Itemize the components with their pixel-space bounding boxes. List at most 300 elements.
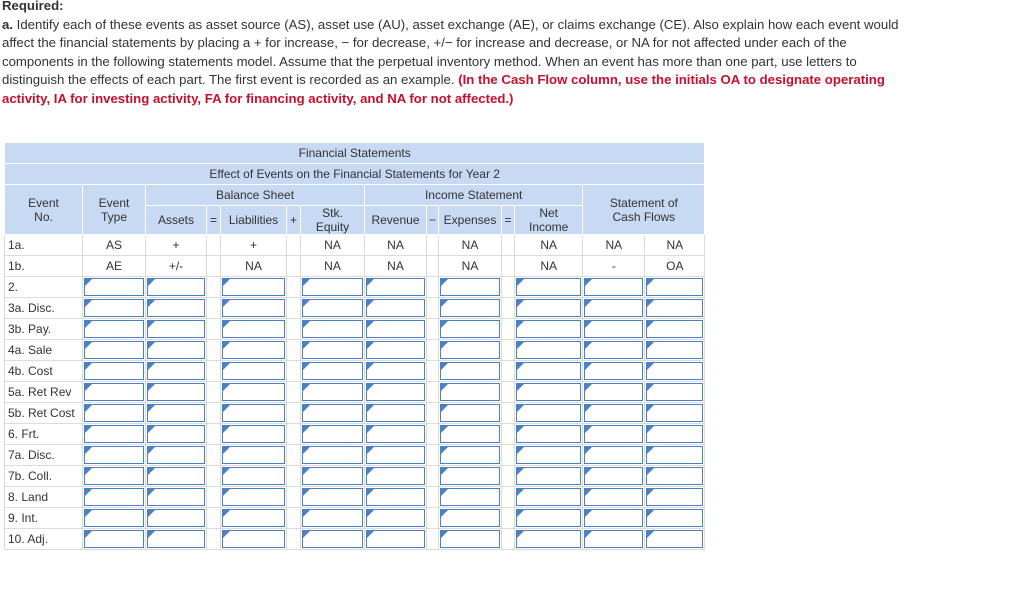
dropdown-input-box[interactable] <box>222 278 285 296</box>
event-label: 3b. Pay. <box>5 319 83 340</box>
dropdown-input-box[interactable] <box>516 404 581 422</box>
expenses-input[interactable] <box>439 466 502 487</box>
dropdown-input-box[interactable] <box>516 488 581 506</box>
dropdown-input-box[interactable] <box>440 425 500 443</box>
input-row <box>5 340 705 361</box>
revenue-input[interactable] <box>365 445 427 466</box>
net-income-input[interactable] <box>515 319 583 340</box>
liabilities-input[interactable] <box>221 487 287 508</box>
stk-equity-input[interactable] <box>301 298 365 319</box>
expenses-input[interactable] <box>439 298 502 319</box>
dropdown-input-box[interactable] <box>222 362 285 380</box>
table-title: Financial Statements <box>5 143 705 164</box>
stk-equity-input[interactable] <box>301 529 365 550</box>
cash-flow-amount-input[interactable] <box>583 487 645 508</box>
net-income-input[interactable] <box>515 445 583 466</box>
dropdown-input-box[interactable] <box>366 341 425 359</box>
net-income-input[interactable] <box>515 487 583 508</box>
operator-spacer <box>502 256 515 277</box>
net-income-input[interactable] <box>515 529 583 550</box>
net-income-input[interactable] <box>515 403 583 424</box>
dropdown-input-box[interactable] <box>147 404 205 422</box>
col-liabilities: Liabilities <box>221 206 287 235</box>
dropdown-input-box[interactable] <box>147 530 205 548</box>
col-revenue: Revenue <box>365 206 427 235</box>
net-income-input[interactable] <box>515 466 583 487</box>
operator-spacer <box>427 361 439 382</box>
dropdown-input-box[interactable] <box>222 404 285 422</box>
operator-spacer <box>502 403 515 424</box>
operator-spacer <box>287 277 301 298</box>
dropdown-input-box[interactable] <box>366 278 425 296</box>
stk-equity-input[interactable] <box>301 445 365 466</box>
dropdown-input-box[interactable] <box>646 362 703 380</box>
cell-cash-flow-amount: - <box>583 256 645 277</box>
cash-flow-amount-input[interactable] <box>583 529 645 550</box>
stk-equity-input[interactable] <box>301 508 365 529</box>
dropdown-input-box[interactable] <box>646 530 703 548</box>
cash-flow-amount-input[interactable] <box>583 445 645 466</box>
cash-flow-activity-input[interactable] <box>645 529 705 550</box>
liabilities-input[interactable] <box>221 466 287 487</box>
dropdown-input-box[interactable] <box>440 488 500 506</box>
liabilities-input[interactable] <box>221 508 287 529</box>
assets-input[interactable] <box>146 403 207 424</box>
dropdown-input-box[interactable] <box>302 509 363 527</box>
net-income-input[interactable] <box>515 277 583 298</box>
dropdown-input-box[interactable] <box>516 530 581 548</box>
dropdown-input-box[interactable] <box>440 383 500 401</box>
expenses-input[interactable] <box>439 508 502 529</box>
revenue-input[interactable] <box>365 361 427 382</box>
operator-spacer <box>502 424 515 445</box>
operator-spacer <box>502 382 515 403</box>
operator-spacer <box>502 487 515 508</box>
event-type-input[interactable] <box>83 382 146 403</box>
cash-flow-activity-input[interactable] <box>645 298 705 319</box>
dropdown-input-box[interactable] <box>584 362 643 380</box>
cash-flow-activity-input[interactable] <box>645 361 705 382</box>
dropdown-input-box[interactable] <box>147 383 205 401</box>
cash-flow-activity-input[interactable] <box>645 466 705 487</box>
cash-flow-amount-input[interactable] <box>583 319 645 340</box>
dropdown-input-box[interactable] <box>516 467 581 485</box>
dropdown-input-box[interactable] <box>84 299 144 317</box>
operator-spacer <box>287 487 301 508</box>
expenses-input[interactable] <box>439 382 502 403</box>
dropdown-input-box[interactable] <box>516 320 581 338</box>
dropdown-input-box[interactable] <box>440 467 500 485</box>
liabilities-input[interactable] <box>221 424 287 445</box>
assets-input[interactable] <box>146 382 207 403</box>
input-row <box>5 382 705 403</box>
input-row <box>5 445 705 466</box>
dropdown-input-box[interactable] <box>302 320 363 338</box>
dropdown-input-box[interactable] <box>366 488 425 506</box>
stk-equity-input[interactable] <box>301 277 365 298</box>
dropdown-input-box[interactable] <box>302 278 363 296</box>
cell-assets: +/- <box>146 256 207 277</box>
event-label: 7b. Coll. <box>5 466 83 487</box>
event-type-input[interactable] <box>83 508 146 529</box>
dropdown-input-box[interactable] <box>646 404 703 422</box>
event-type-input[interactable] <box>83 361 146 382</box>
operator-spacer <box>207 319 221 340</box>
event-type-input[interactable] <box>83 529 146 550</box>
dropdown-input-box[interactable] <box>366 404 425 422</box>
operator-spacer <box>427 340 439 361</box>
cash-flow-activity-input[interactable] <box>645 340 705 361</box>
cash-flow-amount-input[interactable] <box>583 466 645 487</box>
cell-assets: + <box>146 235 207 256</box>
dropdown-input-box[interactable] <box>302 404 363 422</box>
dropdown-input-box[interactable] <box>584 341 643 359</box>
cash-flow-amount-input[interactable] <box>583 298 645 319</box>
expenses-input[interactable] <box>439 403 502 424</box>
operator-spacer <box>287 508 301 529</box>
stk-equity-input[interactable] <box>301 319 365 340</box>
cash-flow-activity-input[interactable] <box>645 445 705 466</box>
dropdown-input-box[interactable] <box>366 446 425 464</box>
col-net-income: Net Income <box>515 206 583 235</box>
dropdown-input-box[interactable] <box>366 530 425 548</box>
dropdown-input-box[interactable] <box>516 341 581 359</box>
event-type-input[interactable] <box>83 340 146 361</box>
dropdown-input-box[interactable] <box>516 425 581 443</box>
operator-spacer <box>207 529 221 550</box>
revenue-input[interactable] <box>365 403 427 424</box>
liabilities-input[interactable] <box>221 403 287 424</box>
assets-input[interactable] <box>146 508 207 529</box>
expenses-input[interactable] <box>439 529 502 550</box>
event-type-input[interactable] <box>83 319 146 340</box>
operator-spacer <box>287 424 301 445</box>
dropdown-input-box[interactable] <box>302 488 363 506</box>
event-type-input[interactable] <box>83 277 146 298</box>
event-type-input[interactable] <box>83 487 146 508</box>
dropdown-input-box[interactable] <box>84 488 144 506</box>
dropdown-input-box[interactable] <box>222 446 285 464</box>
dropdown-input-box[interactable] <box>302 383 363 401</box>
cell-revenue: NA <box>365 256 427 277</box>
liabilities-input[interactable] <box>221 319 287 340</box>
cell-cash-flow-activity: OA <box>645 256 705 277</box>
balance-sheet-header: Balance Sheet <box>146 185 365 206</box>
input-row <box>5 403 705 424</box>
revenue-input[interactable] <box>365 487 427 508</box>
event-label: 3a. Disc. <box>5 298 83 319</box>
instructions-text <box>2 16 902 109</box>
assets-input[interactable] <box>146 466 207 487</box>
operator-spacer <box>287 298 301 319</box>
table-subtitle: Effect of Events on the Financial Statements for Year 2 <box>5 164 705 185</box>
liabilities-input[interactable] <box>221 340 287 361</box>
dropdown-input-box[interactable] <box>302 341 363 359</box>
net-income-input[interactable] <box>515 508 583 529</box>
cash-flow-amount-input[interactable] <box>583 424 645 445</box>
dropdown-input-box[interactable] <box>147 425 205 443</box>
operator-spacer <box>207 508 221 529</box>
dropdown-input-box[interactable] <box>646 425 703 443</box>
dropdown-input-box[interactable] <box>302 530 363 548</box>
dropdown-input-box[interactable] <box>147 278 205 296</box>
dropdown-input-box[interactable] <box>646 383 703 401</box>
cash-flow-amount-input[interactable] <box>583 361 645 382</box>
event-label: 2. <box>5 277 83 298</box>
cash-flow-activity-input[interactable] <box>645 319 705 340</box>
revenue-input[interactable] <box>365 298 427 319</box>
expenses-input[interactable] <box>439 361 502 382</box>
dropdown-input-box[interactable] <box>147 446 205 464</box>
dropdown-input-box[interactable] <box>440 299 500 317</box>
dropdown-input-box[interactable] <box>366 383 425 401</box>
expenses-input[interactable] <box>439 277 502 298</box>
operator-spacer <box>427 508 439 529</box>
assets-input[interactable] <box>146 529 207 550</box>
event-label: 4b. Cost <box>5 361 83 382</box>
assets-input[interactable] <box>146 277 207 298</box>
dropdown-input-box[interactable] <box>646 509 703 527</box>
event-label: 7a. Disc. <box>5 445 83 466</box>
dropdown-input-box[interactable] <box>646 446 703 464</box>
dropdown-input-box[interactable] <box>84 320 144 338</box>
cash-flow-activity-input[interactable] <box>645 277 705 298</box>
cash-flow-activity-input[interactable] <box>645 487 705 508</box>
dropdown-input-box[interactable] <box>516 299 581 317</box>
operator-spacer <box>287 340 301 361</box>
cash-flow-activity-input[interactable] <box>645 424 705 445</box>
assets-input[interactable] <box>146 424 207 445</box>
liabilities-input[interactable] <box>221 361 287 382</box>
dropdown-input-box[interactable] <box>84 383 144 401</box>
liabilities-input[interactable] <box>221 277 287 298</box>
dropdown-input-box[interactable] <box>147 509 205 527</box>
dropdown-input-box[interactable] <box>222 467 285 485</box>
expenses-input[interactable] <box>439 487 502 508</box>
event-type-input[interactable] <box>83 298 146 319</box>
assets-input[interactable] <box>146 319 207 340</box>
dropdown-input-box[interactable] <box>516 278 581 296</box>
dropdown-input-box[interactable] <box>147 299 205 317</box>
cash-flow-amount-input[interactable] <box>583 277 645 298</box>
operator-spacer <box>207 256 221 277</box>
revenue-input[interactable] <box>365 508 427 529</box>
dropdown-input-box[interactable] <box>84 425 144 443</box>
operator-spacer <box>427 235 439 256</box>
net-income-input[interactable] <box>515 340 583 361</box>
col-stk-equity: Stk. Equity <box>301 206 365 235</box>
dropdown-input-box[interactable] <box>84 467 144 485</box>
assets-input[interactable] <box>146 298 207 319</box>
cash-flows-header: Statement of Cash Flows <box>583 185 705 235</box>
cash-flow-amount-input[interactable] <box>583 508 645 529</box>
statements-model-table <box>4 142 705 550</box>
dropdown-input-box[interactable] <box>646 467 703 485</box>
liabilities-input[interactable] <box>221 298 287 319</box>
dropdown-input-box[interactable] <box>584 278 643 296</box>
cash-flow-activity-input[interactable] <box>645 403 705 424</box>
liabilities-input[interactable] <box>221 445 287 466</box>
dropdown-input-box[interactable] <box>646 299 703 317</box>
dropdown-input-box[interactable] <box>646 278 703 296</box>
assets-input[interactable] <box>146 445 207 466</box>
operator-spacer <box>207 361 221 382</box>
dropdown-input-box[interactable] <box>516 383 581 401</box>
operator-spacer <box>287 529 301 550</box>
cash-flow-amount-input[interactable] <box>583 340 645 361</box>
dropdown-input-box[interactable] <box>516 509 581 527</box>
operator-spacer <box>427 466 439 487</box>
revenue-input[interactable] <box>365 382 427 403</box>
dropdown-input-box[interactable] <box>366 509 425 527</box>
event-type-input[interactable] <box>83 403 146 424</box>
dropdown-input-box[interactable] <box>646 341 703 359</box>
col-assets: Assets <box>146 206 207 235</box>
assets-input[interactable] <box>146 487 207 508</box>
dropdown-input-box[interactable] <box>84 341 144 359</box>
dropdown-input-box[interactable] <box>584 488 643 506</box>
net-income-input[interactable] <box>515 424 583 445</box>
dropdown-input-box[interactable] <box>222 383 285 401</box>
dropdown-input-box[interactable] <box>84 509 144 527</box>
dropdown-input-box[interactable] <box>440 530 500 548</box>
operator-spacer <box>207 424 221 445</box>
dropdown-input-box[interactable] <box>84 278 144 296</box>
revenue-input[interactable] <box>365 466 427 487</box>
stk-equity-input[interactable] <box>301 382 365 403</box>
dropdown-input-box[interactable] <box>147 320 205 338</box>
dropdown-input-box[interactable] <box>584 425 643 443</box>
revenue-input[interactable] <box>365 319 427 340</box>
operator-spacer <box>287 466 301 487</box>
dropdown-input-box[interactable] <box>84 404 144 422</box>
net-income-input[interactable] <box>515 382 583 403</box>
dropdown-input-box[interactable] <box>584 404 643 422</box>
dropdown-input-box[interactable] <box>222 341 285 359</box>
revenue-input[interactable] <box>365 424 427 445</box>
stk-equity-input[interactable] <box>301 466 365 487</box>
dropdown-input-box[interactable] <box>222 488 285 506</box>
stk-equity-input[interactable] <box>301 487 365 508</box>
dropdown-input-box[interactable] <box>584 509 643 527</box>
dropdown-input-box[interactable] <box>84 446 144 464</box>
expenses-input[interactable] <box>439 445 502 466</box>
dropdown-input-box[interactable] <box>222 425 285 443</box>
dropdown-input-box[interactable] <box>646 320 703 338</box>
dropdown-input-box[interactable] <box>222 320 285 338</box>
dropdown-input-box[interactable] <box>440 341 500 359</box>
cell-revenue: NA <box>365 235 427 256</box>
dropdown-input-box[interactable] <box>440 320 500 338</box>
dropdown-input-box[interactable] <box>366 425 425 443</box>
dropdown-input-box[interactable] <box>516 362 581 380</box>
cell-liabilities: + <box>221 235 287 256</box>
revenue-input[interactable] <box>365 340 427 361</box>
dropdown-input-box[interactable] <box>222 509 285 527</box>
dropdown-input-box[interactable] <box>440 404 500 422</box>
revenue-input[interactable] <box>365 277 427 298</box>
operator-spacer <box>287 256 301 277</box>
dropdown-input-box[interactable] <box>147 488 205 506</box>
dropdown-input-box[interactable] <box>302 467 363 485</box>
dropdown-input-box[interactable] <box>584 446 643 464</box>
expenses-input[interactable] <box>439 340 502 361</box>
dropdown-input-box[interactable] <box>222 299 285 317</box>
expenses-input[interactable] <box>439 319 502 340</box>
operator-spacer <box>207 340 221 361</box>
event-type-input[interactable] <box>83 424 146 445</box>
dropdown-input-box[interactable] <box>366 362 425 380</box>
net-income-input[interactable] <box>515 361 583 382</box>
dropdown-input-box[interactable] <box>84 362 144 380</box>
dropdown-input-box[interactable] <box>302 425 363 443</box>
dropdown-input-box[interactable] <box>440 362 500 380</box>
liabilities-input[interactable] <box>221 529 287 550</box>
dropdown-input-box[interactable] <box>516 446 581 464</box>
stk-equity-input[interactable] <box>301 424 365 445</box>
dropdown-input-box[interactable] <box>584 530 643 548</box>
dropdown-input-box[interactable] <box>84 530 144 548</box>
input-row <box>5 361 705 382</box>
stk-equity-input[interactable] <box>301 361 365 382</box>
operator-spacer <box>287 319 301 340</box>
cell-expenses: NA <box>439 235 502 256</box>
cash-flow-amount-input[interactable] <box>583 382 645 403</box>
expenses-input[interactable] <box>439 424 502 445</box>
dropdown-input-box[interactable] <box>366 467 425 485</box>
dropdown-input-box[interactable] <box>440 446 500 464</box>
dropdown-input-box[interactable] <box>584 299 643 317</box>
net-income-input[interactable] <box>515 298 583 319</box>
dropdown-input-box[interactable] <box>302 299 363 317</box>
operator-spacer <box>427 382 439 403</box>
dropdown-input-box[interactable] <box>302 362 363 380</box>
operator-spacer <box>502 466 515 487</box>
input-row <box>5 466 705 487</box>
dropdown-input-box[interactable] <box>147 341 205 359</box>
event-type-input[interactable] <box>83 445 146 466</box>
dropdown-input-box[interactable] <box>646 488 703 506</box>
dropdown-input-box[interactable] <box>440 509 500 527</box>
dropdown-input-box[interactable] <box>222 530 285 548</box>
dropdown-input-box[interactable] <box>584 467 643 485</box>
liabilities-input[interactable] <box>221 382 287 403</box>
cell-cash-flow-amount: NA <box>583 235 645 256</box>
cash-flow-activity-input[interactable] <box>645 382 705 403</box>
dropdown-input-box[interactable] <box>366 299 425 317</box>
cash-flow-amount-input[interactable] <box>583 403 645 424</box>
dropdown-input-box[interactable] <box>147 467 205 485</box>
event-type-input[interactable] <box>83 466 146 487</box>
stk-equity-input[interactable] <box>301 403 365 424</box>
revenue-input[interactable] <box>365 529 427 550</box>
dropdown-input-box[interactable] <box>302 446 363 464</box>
dropdown-input-box[interactable] <box>584 383 643 401</box>
stk-equity-input[interactable] <box>301 340 365 361</box>
dropdown-input-box[interactable] <box>366 320 425 338</box>
cell-liabilities: NA <box>221 256 287 277</box>
operator-spacer <box>502 277 515 298</box>
dropdown-input-box[interactable] <box>147 362 205 380</box>
operator-spacer <box>427 424 439 445</box>
dropdown-input-box[interactable] <box>584 320 643 338</box>
cash-flow-activity-input[interactable] <box>645 508 705 529</box>
assets-input[interactable] <box>146 361 207 382</box>
dropdown-input-box[interactable] <box>440 278 500 296</box>
col-event-no: Event No. <box>5 185 83 235</box>
operator-spacer <box>207 403 221 424</box>
assets-input[interactable] <box>146 340 207 361</box>
